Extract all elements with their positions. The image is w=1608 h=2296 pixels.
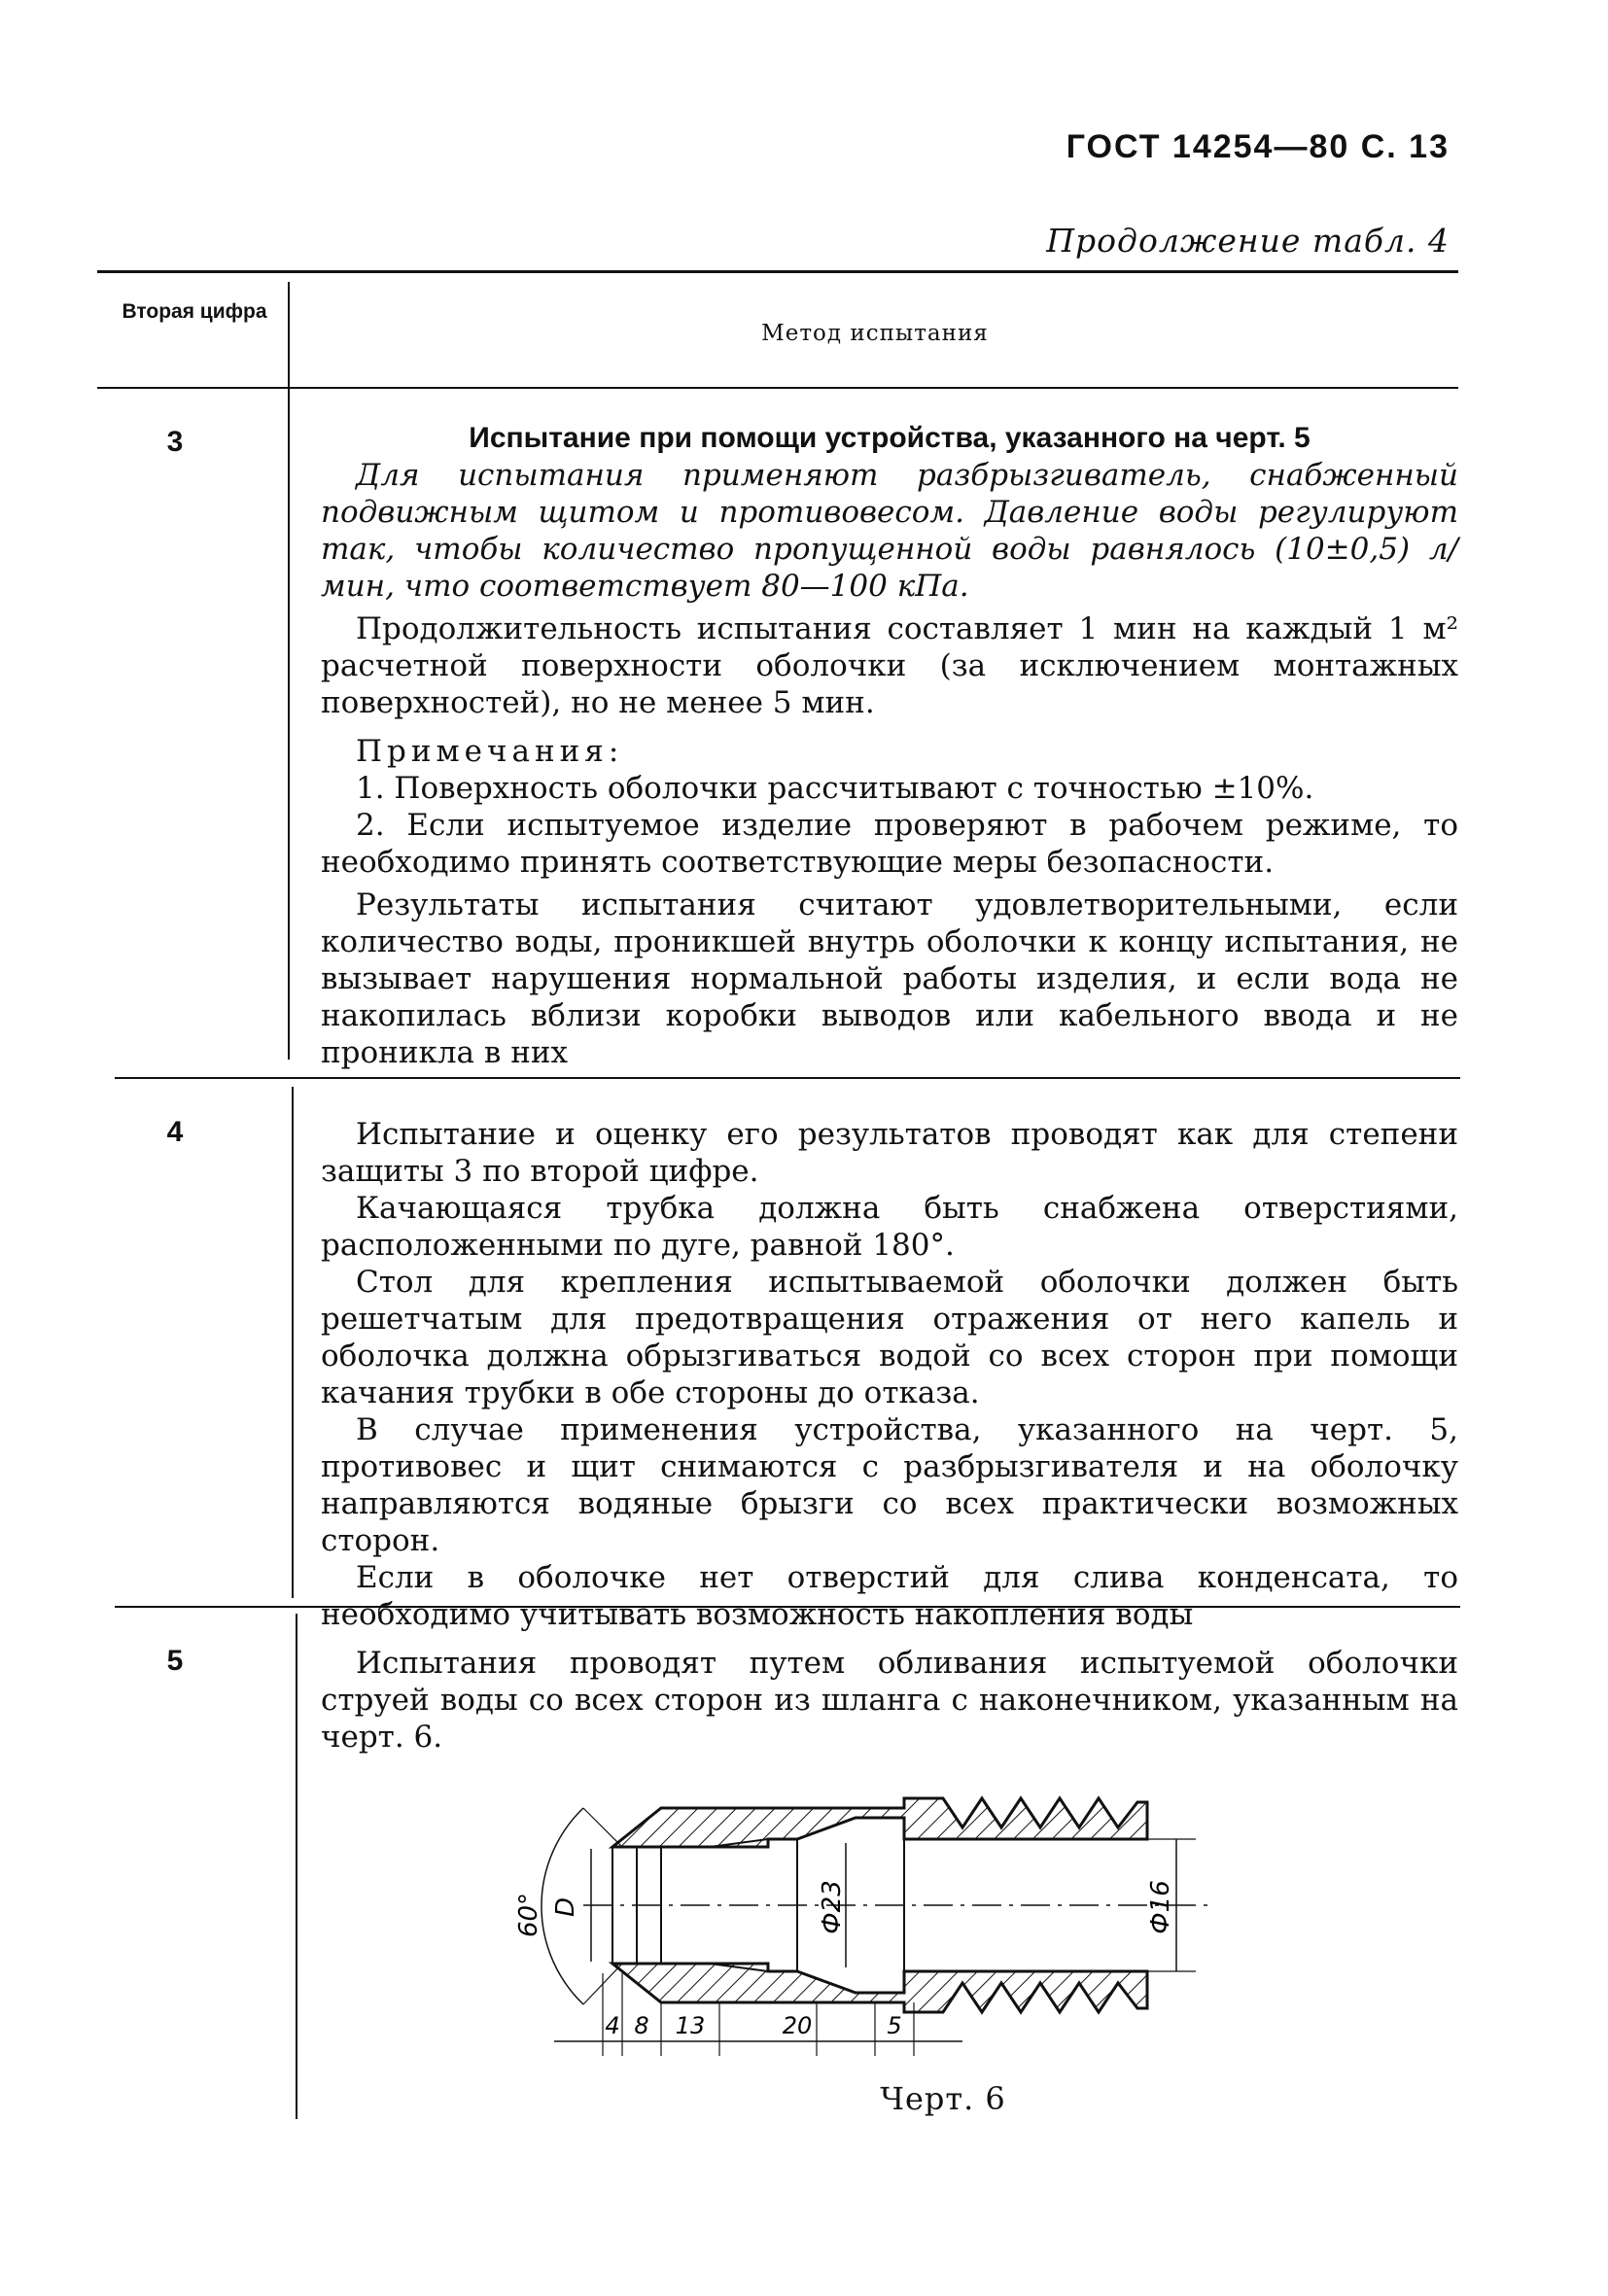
row-digit: 5 xyxy=(166,1645,184,1677)
paragraph: Испытание и оценку его результатов проводят как для степени защиты 3 по второй цифре. xyxy=(321,1117,1458,1189)
row-digit: 4 xyxy=(166,1116,184,1148)
column-divider xyxy=(288,282,290,1060)
column-divider xyxy=(296,1614,297,2119)
row-title: Испытание при помощи устройства, указанного на черт. 5 xyxy=(469,422,1311,454)
paragraph: Испытания проводят путем обливания испытуемой оболочки струей воды со всех сторон из шланга с наконечником, указанным на черт. 6. xyxy=(321,1646,1458,1755)
nozzle-drawing xyxy=(476,1779,1322,2070)
lower-wall xyxy=(612,1964,1147,2012)
column-header-digit: Вторая цифра xyxy=(122,300,267,323)
paragraph: Результаты испытания считают удовлетворительными, если количество воды, проникшей внутрь оболочки к концу испытания, не вызывает нарушения нормальной работы изделия, и если вода не накопилась вблизи коробки выводов или кабельного ввода и не проникла в них xyxy=(321,887,1458,1070)
paragraph: В случае применения устройства, указанного на черт. 5, противовес и щит снимаются с разбрызгивателя и на оболочку направляются водяные брызги со всех практически возможных сторон. xyxy=(321,1412,1458,1558)
paragraph: Продолжительность испытания составляет 1 мин на каждый 1 м² расчетной поверхности оболочки (за исключением монтажных поверхностей), но не менее 5 мин. xyxy=(321,611,1458,720)
angle-label: 60° xyxy=(514,1892,543,1938)
standard-header: ГОСТ 14254—80 С. 13 xyxy=(1066,128,1450,165)
row-divider xyxy=(115,1077,1460,1079)
row-4-content xyxy=(321,1116,1458,1633)
column-header-method: Метод испытания xyxy=(761,321,989,346)
note: 2. Если испытуемое изделие проверяют в рабочем режиме, то необходимо принять соответствующие меры безопасности. xyxy=(321,808,1458,880)
dia16-label: Ф16 xyxy=(1146,1880,1175,1934)
notes-label: Примечания: xyxy=(356,734,624,769)
figure-caption: Черт. 6 xyxy=(880,2080,1006,2117)
paragraph: Если в оболочке нет отверстий для слива конденсата, то необходимо учитывать возможность накопления воды xyxy=(321,1560,1458,1632)
table-header-rule xyxy=(97,387,1458,389)
dim-label: 8 xyxy=(634,2012,649,2039)
paragraph: Качающаяся трубка должна быть снабжена отверстиями, расположенными по дуге, равной 180°. xyxy=(321,1191,1458,1263)
d-label: D xyxy=(551,1896,580,1918)
dim-label: 13 xyxy=(675,2012,706,2039)
row-digit: 3 xyxy=(166,426,184,458)
table-continuation: Продолжение табл. 4 xyxy=(1046,222,1450,260)
row-5-content xyxy=(321,1645,1458,1756)
note: 1. Поверхность оболочки рассчитывают с точностью ±10%. xyxy=(356,771,1314,806)
table-top-rule xyxy=(97,270,1458,273)
upper-wall xyxy=(612,1798,1147,1847)
paragraph: Для испытания применяют разбрызгиватель, снабженный подвижным щитом и противовесом. Давление воды регулируют так, чтобы количество пропущенной воды равнялось (10±0,5) л/мин, что соответствует 80—100 кПа. xyxy=(321,458,1458,604)
paragraph: Стол для крепления испытываемой оболочки должен быть решетчатым для предотвращения отражения от него капель и оболочка должна обрызгиваться водой со всех сторон при помощи качания трубки в обе стороны до отказа. xyxy=(321,1265,1458,1410)
dim-label: 5 xyxy=(887,2012,902,2039)
column-divider xyxy=(292,1087,294,1598)
dim-label: 20 xyxy=(782,2012,813,2039)
dim-label: 4 xyxy=(605,2012,620,2039)
dia23-label: Ф23 xyxy=(818,1880,847,1934)
row-3-content xyxy=(321,420,1458,1071)
